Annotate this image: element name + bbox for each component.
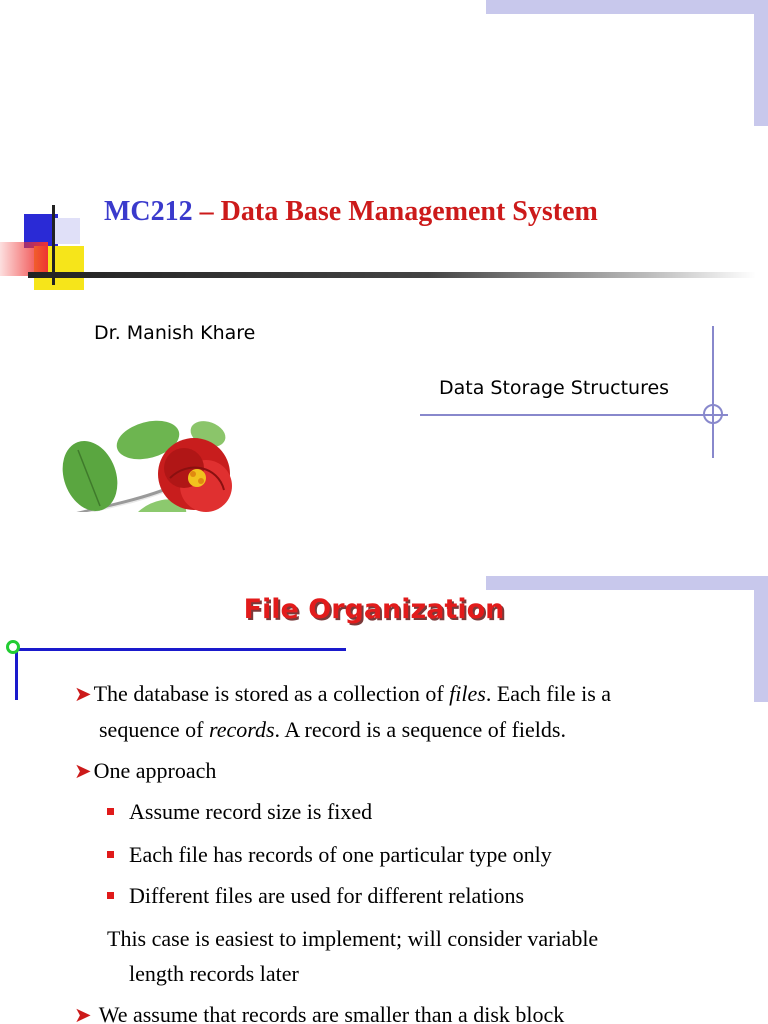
- sub-bullet-2-text: Each file has records of one particular type only: [129, 842, 552, 867]
- sub-bullet-3: [107, 878, 727, 914]
- bullet-1: [74, 676, 714, 712]
- title-rule-horizontal: [8, 648, 346, 651]
- crosshair-ring: [703, 404, 723, 424]
- sub-bullet-1: [107, 794, 727, 830]
- bullet-1-line2-a: sequence of: [99, 717, 209, 742]
- course-code: MC212: [104, 196, 193, 227]
- author-name: Dr. Manish Khare: [94, 322, 256, 344]
- note-line-2: length records later: [129, 961, 299, 986]
- title-dash: –: [192, 196, 221, 227]
- bullet-2: [74, 753, 714, 789]
- top-band: [486, 576, 768, 590]
- note-paragraph: [107, 921, 707, 991]
- slide-title: [104, 196, 744, 228]
- bullet-3-text: We assume that records are smaller than a disk block: [93, 1002, 565, 1024]
- red-square: [0, 242, 48, 276]
- arrow-bullet-icon: ➤: [74, 1003, 92, 1024]
- crosshair-vertical: [712, 326, 714, 458]
- bullet-1-italic-records: records: [208, 717, 275, 742]
- rule-dot: [6, 640, 20, 654]
- content-slide: [0, 576, 768, 1024]
- note-line-1: This case is easiest to implement; will consider variable: [107, 926, 599, 951]
- bullet-2-text: One approach: [93, 758, 217, 783]
- sub-bullet-2: [107, 837, 727, 873]
- square-bullet-icon: [107, 851, 114, 858]
- bullet-1-text-a: The database is stored as a collection of: [93, 681, 450, 706]
- slide-title: File Organization: [243, 594, 505, 625]
- sub-bullet-3-text: Different files are used for different relations: [129, 883, 525, 908]
- crosshair-horizontal: [420, 414, 728, 416]
- square-bullet-icon: [107, 892, 114, 899]
- bullet-3: [74, 997, 714, 1024]
- title-underline: [28, 272, 756, 278]
- bullet-1-italic-files: files: [449, 681, 486, 706]
- topic-subtitle: Data Storage Structures: [439, 377, 670, 399]
- top-band: [486, 0, 768, 14]
- bullet-1-line2-b: . A record is a sequence of fields.: [274, 717, 566, 742]
- light-square: [54, 218, 80, 244]
- bullet-1-line-2: [99, 712, 739, 748]
- sub-bullet-1-text: Assume record size is fixed: [129, 799, 373, 824]
- arrow-bullet-icon: ➤: [74, 682, 92, 706]
- bullet-1-text-b: . Each file is a: [485, 681, 612, 706]
- rose-flower-icon: [38, 410, 258, 512]
- right-band: [754, 590, 768, 702]
- right-band: [754, 14, 768, 126]
- arrow-bullet-icon: ➤: [74, 759, 92, 783]
- square-bullet-icon: [107, 808, 114, 815]
- course-name: Data Base Management System: [220, 196, 598, 227]
